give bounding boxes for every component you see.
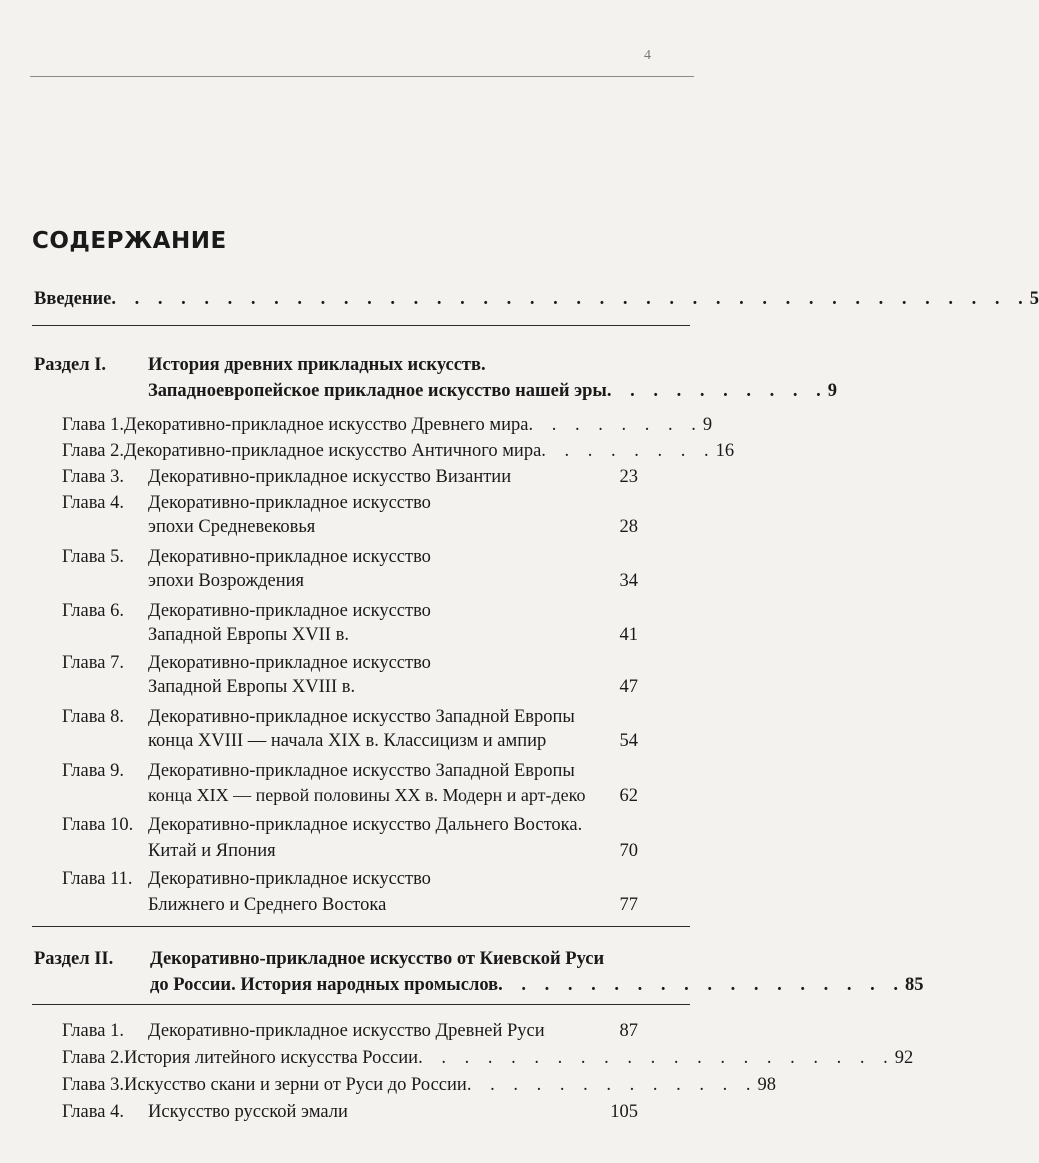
part-title-line1: Декоративно-прикладное искусство от Киевской Руси [150,949,605,969]
top-rule [30,76,694,77]
entry-title: История литейного искусства России [123,1048,419,1068]
chapter-label: Глава 4. [62,493,124,513]
entry-title: Декоративно-прикладное искусство Древней Руси [148,1021,545,1041]
page-number: 70 [619,841,638,861]
chapter-label: Глава 5. [62,547,124,567]
toc-entry-ch1-9 [62,759,575,783]
toc-entry-ch1-8 [62,705,575,729]
dot-leader: . . . . . . . . . . . . . [466,1075,758,1095]
chapter-label: Глава 8. [62,707,124,727]
page-number: 5 [1029,289,1039,309]
chapter-label: Глава 11. [62,869,133,889]
toc-entry-ch1-7-line2 [148,675,638,699]
toc-entry-ch2-3 [62,1073,776,1097]
page-number: 62 [619,786,638,806]
chapter-label: Глава 1. [62,415,124,435]
dot-leader: . . . . . . . . [541,441,716,461]
entry-title-line2: конца XVIII — начала XIX в. Классицизм и ампир [148,731,547,751]
toc-entry-ch1-11-line2 [148,893,638,917]
entry-title: Введение [34,289,112,309]
dot-leader: . . . . . . . . . . . . . . . . . . . . . . . . . . . . . . . . . . . . . . . . [111,289,1030,309]
entry-title: Искусство русской эмали [148,1102,348,1122]
section-divider [32,325,690,326]
page-number: 54 [619,731,638,751]
page-number: 41 [619,625,638,645]
chapter-label: Глава 7. [62,653,124,673]
part-title-line2: до России. История народных промыслов [150,975,499,995]
toc-part-2-line2 [150,973,924,997]
chapter-label: Глава 3. [62,1075,124,1095]
page-number: 16 [715,441,735,461]
toc-entry-ch1-6-line2 [148,623,638,647]
page-title: СОДЕРЖАНИЕ [32,228,227,254]
toc-entry-intro [34,287,1039,311]
toc-entry-ch1-10-line2 [148,839,638,863]
part-title-line1: История древних прикладных искусств. [148,355,486,375]
entry-title-line2: Западной Европы XVII в. [148,625,349,645]
toc-entry-ch1-3 [62,465,638,489]
entry-title-line2: Ближнего и Среднего Востока [148,895,387,915]
entry-title: Декоративно-прикладное искусство Древнего мира [123,415,529,435]
page-number: 9 [702,415,713,435]
chapter-label: Глава 3. [62,467,124,487]
toc-entry-ch1-8-line2 [148,729,638,753]
page-number: 87 [619,1021,638,1041]
chapter-label: Глава 10. [62,815,134,835]
page-number: 92 [894,1048,914,1068]
page-number: 9 [827,381,838,401]
dot-leader: . . . . . . . . [528,415,703,435]
entry-title: Декоративно-прикладное искусство Византии [148,467,512,487]
corner-mark: 4 [644,48,651,63]
toc-entry-ch2-4 [62,1100,638,1124]
toc-entry-ch2-1 [62,1019,638,1043]
entry-title-line2: конца XIX — первой половины XX в. Модерн и арт-деко [148,785,586,805]
entry-title-line1: Декоративно-прикладное искусство [148,869,431,889]
entry-title-line1: Декоративно-прикладное искусство Западной Европы [148,707,575,727]
entry-title-line1: Декоративно-прикладное искусство [148,547,431,567]
toc-entry-ch1-5 [62,545,431,569]
chapter-label: Глава 2. [62,1048,124,1068]
toc-entry-ch1-6 [62,599,431,623]
page-number: 28 [619,517,638,537]
entry-title-line2: Китай и Япония [148,841,276,861]
section-divider [32,926,690,927]
dot-leader: . . . . . . . . . . . . . . . . . . [498,975,905,995]
entry-title-line1: Декоративно-прикладное искусство Западной Европы [148,761,575,781]
dot-leader: . . . . . . . . . . [606,381,828,401]
entry-title-line2: эпохи Возрождения [148,571,305,591]
entry-title: Декоративно-прикладное искусство Античного мира [123,441,542,461]
entry-title-line2: эпохи Средневековья [148,517,316,537]
section-divider [32,1004,690,1005]
toc-entry-ch1-1 [62,413,713,437]
page-number: 77 [619,895,638,915]
toc-entry-ch1-2 [62,439,735,463]
entry-title-line1: Декоративно-прикладное искусство [148,601,431,621]
page-number: 47 [619,677,638,697]
page-number: 85 [904,975,924,995]
page-number: 34 [619,571,638,591]
part-label: Раздел II. [34,949,114,969]
chapter-label: Глава 2. [62,441,124,461]
entry-title-line1: Декоративно-прикладное искусство Дальнего Востока. [148,815,583,835]
chapter-label: Глава 1. [62,1021,124,1041]
chapter-label: Глава 9. [62,761,124,781]
part-label: Раздел I. [34,355,107,375]
toc-entry-ch1-4 [62,491,431,515]
toc-entry-ch1-4-line2 [148,515,638,539]
toc-entry-ch1-9-line2 [148,783,638,807]
page-number: 98 [757,1075,776,1095]
entry-title-line2: Западной Европы XVIII в. [148,677,356,697]
toc-entry-ch1-10 [62,813,582,837]
dot-leader: . . . . . . . . . . . . . . . . . . . . . [418,1048,895,1068]
toc-entry-ch1-11 [62,867,431,891]
toc-part-1 [34,353,486,377]
entry-title-line1: Декоративно-прикладное искусство [148,493,431,513]
page-number: 105 [610,1102,638,1122]
toc-entry-ch1-5-line2 [148,569,638,593]
toc-part-1-line2 [148,379,838,403]
page-number: 23 [619,467,638,487]
chapter-label: Глава 4. [62,1102,124,1122]
entry-title: Искусство скани и зерни от Руси до России [123,1075,467,1095]
part-title-line2: Западноевропейское прикладное искусство нашей эры [148,381,607,401]
toc-part-2 [34,947,604,971]
entry-title-line1: Декоративно-прикладное искусство [148,653,431,673]
chapter-label: Глава 6. [62,601,124,621]
toc-entry-ch1-7 [62,651,431,675]
toc-entry-ch2-2 [62,1046,914,1070]
